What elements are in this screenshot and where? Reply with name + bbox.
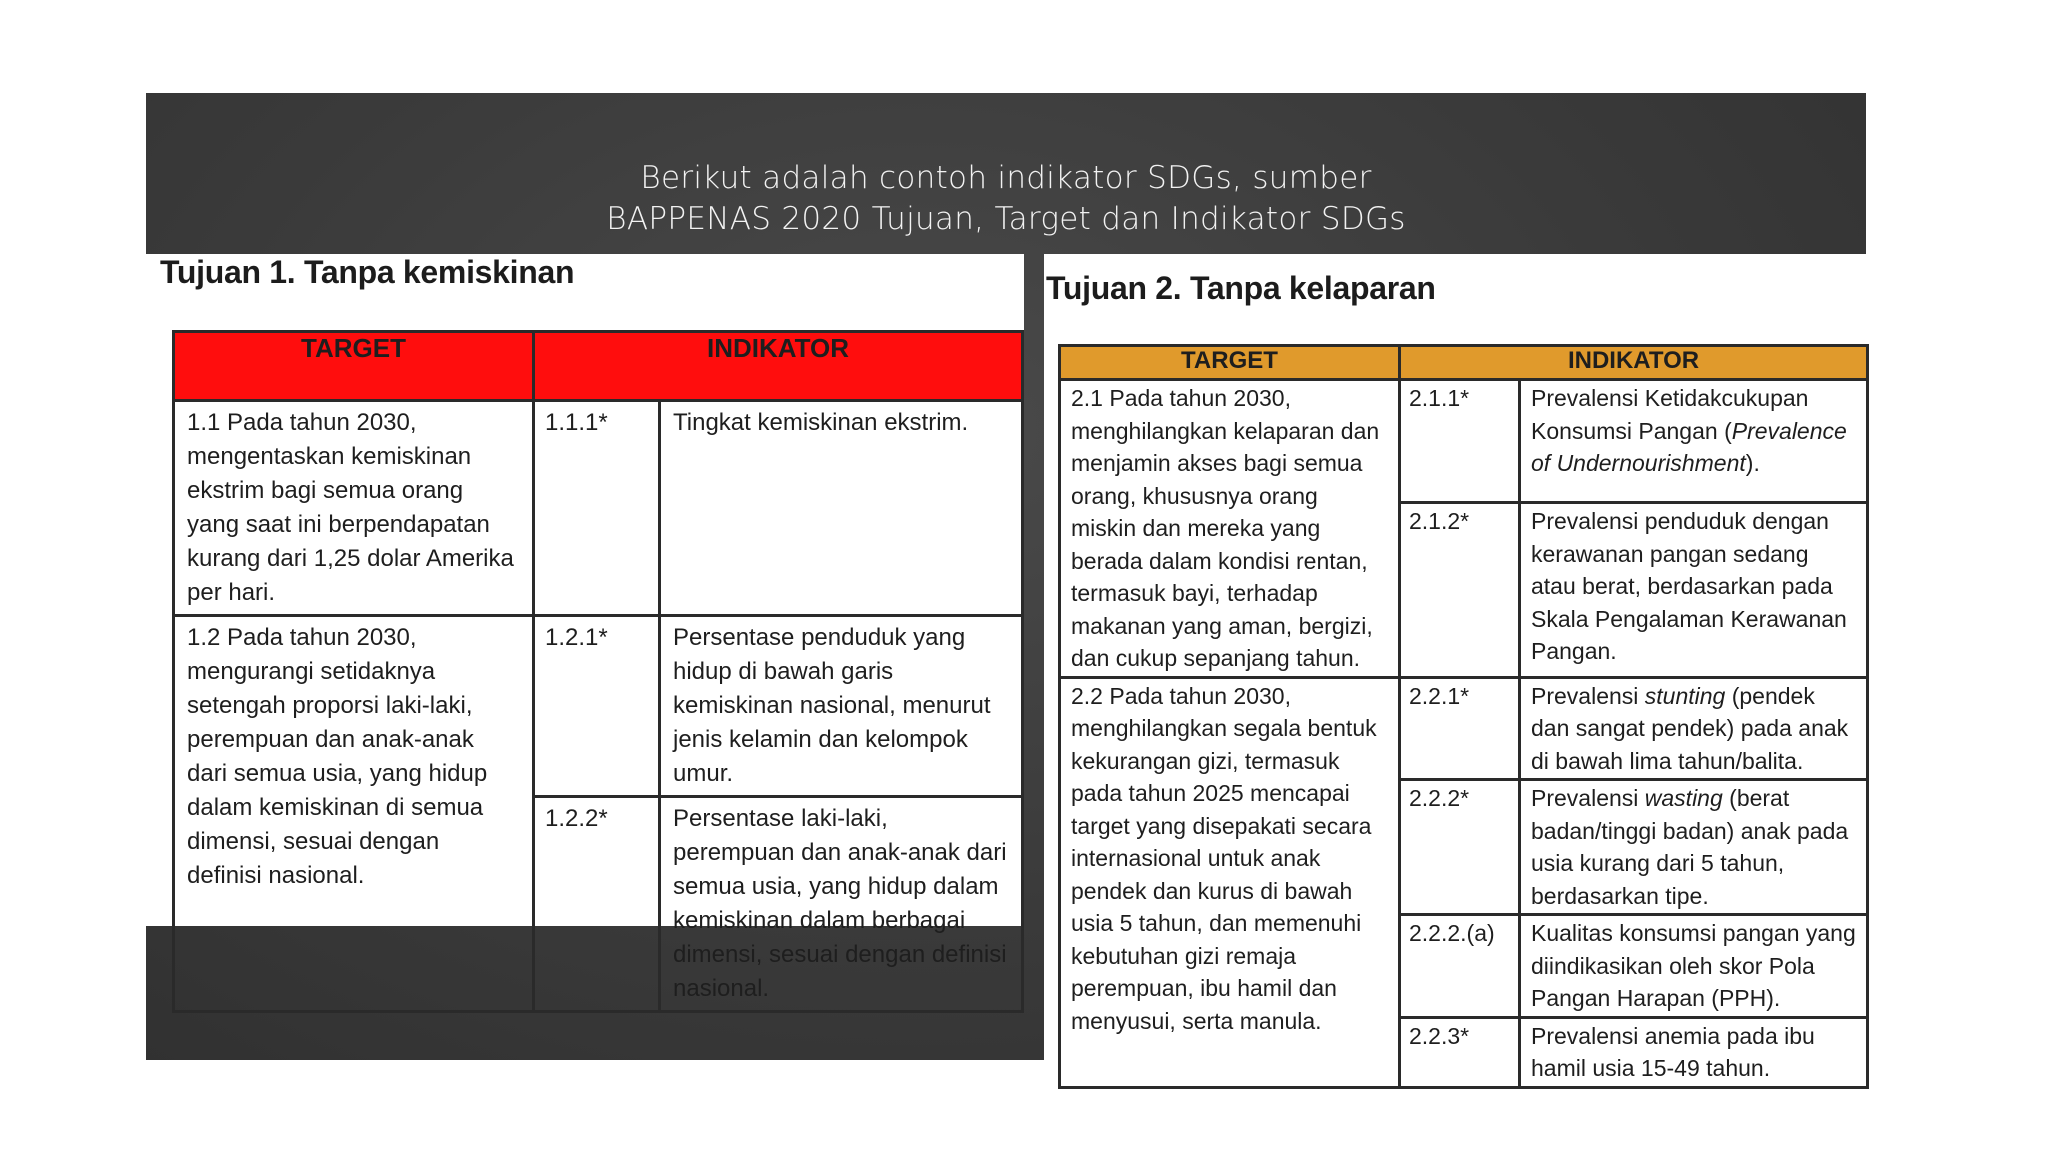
- indicator-text: Prevalensi penduduk dengan kerawanan pangan sedang atau berat, berdasarkan pada Skala Pengalaman Kerawanan Pangan.: [1520, 503, 1868, 677]
- indicator-code: 2.2.3*: [1400, 1017, 1520, 1087]
- indicator-code: 2.2.1*: [1400, 677, 1520, 780]
- goal-1-title: Tujuan 1. Tanpa kemiskinan: [160, 254, 575, 290]
- goal-1-panel: [146, 254, 1024, 1002]
- indicator-code: 1.1.1*: [534, 401, 660, 616]
- target-cell: 2.1 Pada tahun 2030, menghilangkan kelaparan dan menjamin akses bagi semua orang, khususnya orang miskin dan mereka yang berada dalam kondisi rentan, termasuk bayi, terhadap makanan yang aman, bergizi, dan cukup sepanjang tahun.: [1060, 380, 1400, 678]
- indikator-column-header: INDIKATOR: [1400, 346, 1868, 380]
- goal-2-title: Tujuan 2. Tanpa kelaparan: [1046, 270, 1436, 306]
- indicator-text-part: (berat badan/tinggi badan) anak pada usia kurang dari 5 tahun, berdasarkan tipe.: [1531, 785, 1849, 909]
- indicator-code: 2.1.1*: [1400, 380, 1520, 503]
- indicator-text: Prevalensi anemia pada ibu hamil usia 15-49 tahun.: [1520, 1017, 1868, 1087]
- indicator-text-part: (pendek dan sangat pendek) pada anak di bawah lima tahun/balita.: [1531, 682, 1849, 774]
- indicator-text-part: Prevalensi: [1531, 785, 1645, 811]
- indicator-text-part: ).: [1745, 450, 1760, 476]
- goal-1-table: [172, 330, 1024, 1013]
- table-row: [1060, 677, 1868, 780]
- target-column-header: TARGET: [174, 332, 534, 401]
- indicator-code: 2.2.2.(a): [1400, 915, 1520, 1018]
- indicator-text-part: Prevalensi Ketidakcukupan Konsumsi Pangan (: [1531, 385, 1809, 444]
- indicator-code: 2.1.2*: [1400, 503, 1520, 677]
- goal-1-table-header: [174, 332, 1023, 401]
- table-row: [174, 616, 1023, 797]
- caption-line-2: BAPPENAS 2020 Tujuan, Target dan Indikator SDGs: [606, 201, 1406, 237]
- indicator-code: 1.2.1*: [534, 616, 660, 797]
- indicator-text: Persentase laki-laki, perempuan dan anak-anak dari semua usia, yang hidup dalam kemiskinan dalam berbagai dimensi, sesuai dengan definisi nasional.: [660, 797, 1023, 1012]
- indicator-text: [1520, 380, 1868, 503]
- indicator-text: Persentase penduduk yang hidup di bawah garis kemiskinan nasional, menurut jenis kelamin dan kelompok umur.: [660, 616, 1023, 797]
- indicator-text: [1520, 677, 1868, 780]
- target-column-header: TARGET: [1060, 346, 1400, 380]
- caption-line-1: Berikut adalah contoh indikator SDGs, sumber: [640, 160, 1372, 196]
- indicator-code: 1.2.2*: [534, 797, 660, 1012]
- indicator-text-emphasis: stunting: [1644, 682, 1726, 709]
- goal-2-table-header: [1060, 346, 1868, 380]
- indicator-code: 2.2.2*: [1400, 780, 1520, 915]
- indicator-text: Kualitas konsumsi pangan yang diindikasikan oleh skor Pola Pangan Harapan (PPH).: [1520, 915, 1868, 1018]
- indicator-text: [1520, 780, 1868, 915]
- table-row: [1060, 380, 1868, 503]
- goal-2-table: [1058, 344, 1869, 1089]
- target-cell: 1.2 Pada tahun 2030, mengurangi setidaknya setengah proporsi laki-laki, perempuan dan anak-anak dari semua usia, yang hidup dalam kemiskinan di semua dimensi, sesuai dengan definisi nasional.: [174, 616, 534, 1012]
- indicator-text: Tingkat kemiskinan ekstrim.: [660, 401, 1023, 616]
- goal-2-panel: [1044, 254, 1866, 1081]
- table-row: [174, 401, 1023, 616]
- slide-caption: [146, 158, 1866, 240]
- indicator-text-emphasis: Prevalence of Undernourishment: [1531, 417, 1847, 476]
- target-cell: 2.2 Pada tahun 2030, menghilangkan segala bentuk kekurangan gizi, termasuk pada tahun 2025 mencapai target yang disepakati secara internasional untuk anak pendek dan kurus di bawah usia 5 tahun, dan memenuhi kebutuhan gizi remaja perempuan, ibu hamil dan menyusui, serta manula.: [1060, 677, 1400, 1087]
- indicator-text-emphasis: wasting: [1644, 785, 1723, 811]
- indicator-text-part: Prevalensi: [1531, 682, 1645, 709]
- indikator-column-header: INDIKATOR: [534, 332, 1023, 401]
- target-cell: 1.1 Pada tahun 2030, mengentaskan kemiskinan ekstrim bagi semua orang yang saat ini berpendapatan kurang dari 1,25 dolar Amerika per hari.: [174, 401, 534, 616]
